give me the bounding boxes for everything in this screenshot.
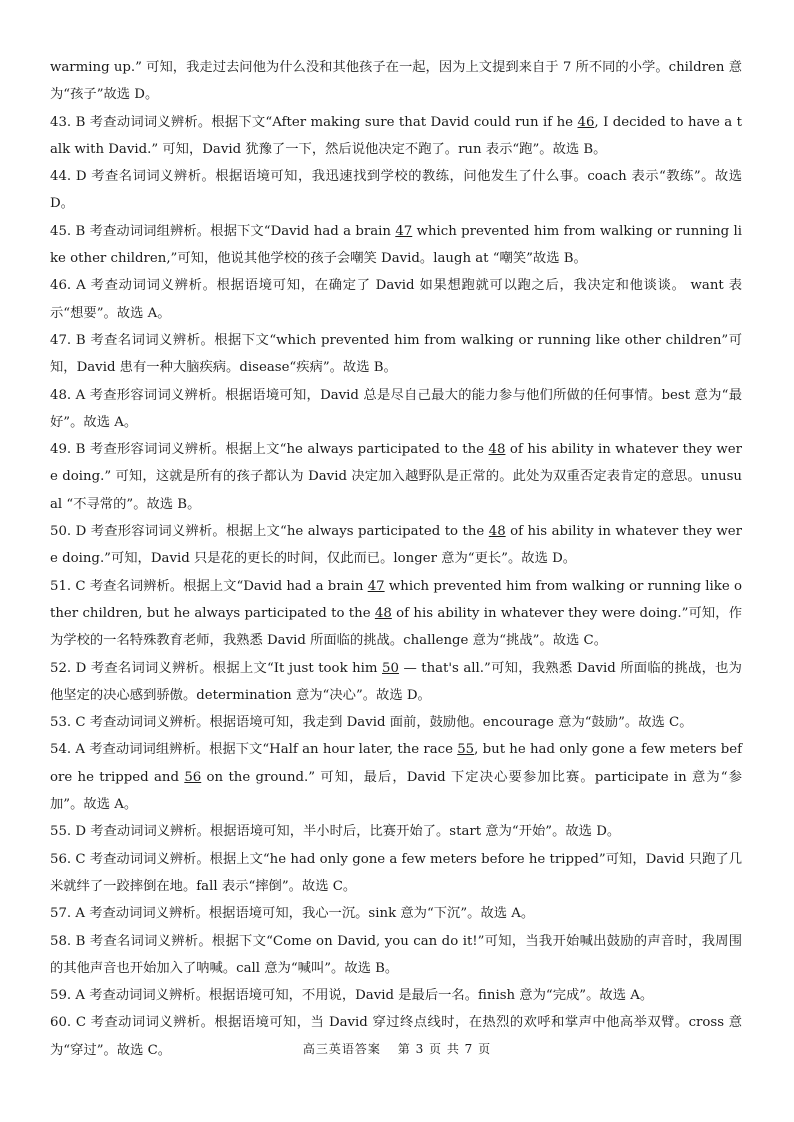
answer-text: 45. B 考查动词词组辨析。根据下文“David had a brain [50,223,396,239]
answer-item-p53 [50,709,742,736]
answer-text: 48. A 考查形容词词义辨析。根据语境可知，David 总是尽自己最大的能力参与他们所做的任何事情。best 意为“最好”。故选 A。 [50,387,742,430]
answer-text: 52. D 考查名词词义辨析。根据上文“It just took him [50,660,383,676]
answer-item-p59 [50,982,742,1009]
answer-text: 56. C 考查动词词义辨析。根据上文“he had only gone a few meters before he tripped”可知，David 只跑了几米就绊了一跤摔倒在地。fall 表示“摔倒”。故选 C。 [50,851,742,894]
answer-text: 60. C 考查动词词义辨析。根据语境可知，当 David 穿过终点线时，在热烈的欢呼和掌声中他高举双臂。cross 意为“穿过”。故选 C。 [50,1015,742,1058]
blank-reference: 46 [577,114,595,130]
answer-item-p45 [50,218,742,273]
answer-text: 50. D 考查形容词词义辨析。根据上文“he always participated to the [50,524,489,540]
answer-item-p51 [50,573,742,655]
answer-text: 53. C 考查动词词义辨析。根据语境可知，我走到 David 面前，鼓励他。encourage 意为“鼓励”。故选 C。 [50,715,693,731]
answer-text: 58. B 考查名词词义辨析。根据下文“Come on David, you can do it!”可知，当我开始喊出鼓励的声音时，我周围的其他声音也开始加入了呐喊。call 意为“喊叫”。故选 B。 [50,933,742,976]
answer-item-p56 [50,846,742,901]
answer-text: 59. A 考查动词词义辨析。根据语境可知，不用说，David 是最后一名。finish 意为“完成”。故选 A。 [50,988,654,1004]
answer-text: 49. B 考查形容词词义辨析。根据上文“he always participated to the [50,442,489,458]
answer-item-p46 [50,272,742,327]
answer-text: 47. B 考查名词词义辨析。根据下文“which prevented him from walking or running like other children”可知，David 患有一种大脑疾病。disease“疾病”。故选 B。 [50,332,742,376]
footer-title: 高三英语答案 [302,1042,381,1056]
footer-page-info: 第 3 页 共 7 页 [397,1042,492,1056]
answer-text: warming up.” 可知，我走过去问他为什么没和其他孩子在一起，因为上文提到来自于 7 所不同的小学。children 意为“孩子”故选 D。 [50,60,742,103]
answer-item-p42tail [50,54,742,109]
answer-text: 57. A 考查动词词义辨析。根据语境可知，我心一沉。sink 意为“下沉”。故选 A。 [50,906,535,922]
answer-text: 46. A 考查动词词义辨析。根据语境可知，在确定了 David 如果想跑就可以跑之后，我决定和他谈谈。 want 表示“想要”。故选 A。 [50,278,742,321]
answer-item-p43 [50,109,742,164]
answer-item-p52 [50,655,742,710]
answer-text: 55. D 考查动词词义辨析。根据语境可知，半小时后，比赛开始了。start 意为“开始”。故选 D。 [50,824,621,840]
answer-text: of his ability in whatever they were doing.” 可知，这就是所有的孩子都认为 David 决定加入越野队是正常的。此处为双重否定表肯定的意思。unusual “不寻常的”。故选 B。 [50,442,742,512]
answer-text: on the ground.” 可知，最后，David 下定决心要参加比赛。participate in 意为“参加”。故选 A。 [50,769,742,813]
answer-item-p47 [50,327,742,382]
blank-reference: 47 [395,223,413,239]
answer-text: 43. B 考查动词词义辨析。根据下文“After making sure that David could run if he [50,114,578,130]
blank-reference: 47 [367,578,385,594]
blank-reference: 48 [488,524,506,540]
blank-reference: 48 [374,605,392,621]
answer-item-p49 [50,436,742,518]
blank-reference: 55 [457,742,475,758]
answer-item-p55 [50,818,742,845]
answer-text: 51. C 考查名词辨析。根据上文“David had a brain [50,578,368,594]
answer-text: which prevented him from walking or running like other children,”可知，他说其他学校的孩子会嘲笑 David。laugh at “嘲笑”故选 B。 [50,223,742,267]
blank-reference: 50 [382,660,399,676]
answer-item-p44 [50,163,742,218]
answer-item-p48 [50,382,742,437]
answer-item-p50 [50,518,742,573]
answer-text: 54. A 考查动词词组辨析。根据下文“Half an hour later, the race [50,742,458,758]
answer-item-p54 [50,736,742,818]
answer-text: of his ability in whatever they were doing.”可知，作为学校的一名特殊教育老师，我熟悉 David 所面临的挑战。challenge 意为“挑战”。故选 C。 [50,605,742,649]
answer-text: which prevented him from walking or running like other children, but he always participated to the [50,578,742,621]
answer-item-p57 [50,900,742,927]
answer-text: , but he had only gone a few meters before he tripped and [50,742,742,785]
blank-reference: 48 [488,442,506,458]
answer-item-p58 [50,928,742,983]
answer-text: 44. D 考查名词词义辨析。根据语境可知，我迅速找到学校的教练，问他发生了什么事。coach 表示“教练”。故选 D。 [50,169,742,212]
answer-key-body [50,54,742,1064]
answer-text: of his ability in whatever they were doing.”可知，David 只是花的更长的时间，仅此而已。longer 意为“更长”。故选 D。 [50,524,742,567]
answer-text: — that's all.”可知，我熟悉 David 所面临的挑战，也为他坚定的决心感到骄傲。determination 意为“决心”。故选 D。 [50,660,742,703]
page-footer [0,1040,794,1057]
blank-reference: 56 [184,769,202,785]
answer-text: , I decided to have a talk with David.” 可知，David 犹豫了一下，然后说他决定不跑了。run 表示“跑”。故选 B。 [50,114,742,157]
